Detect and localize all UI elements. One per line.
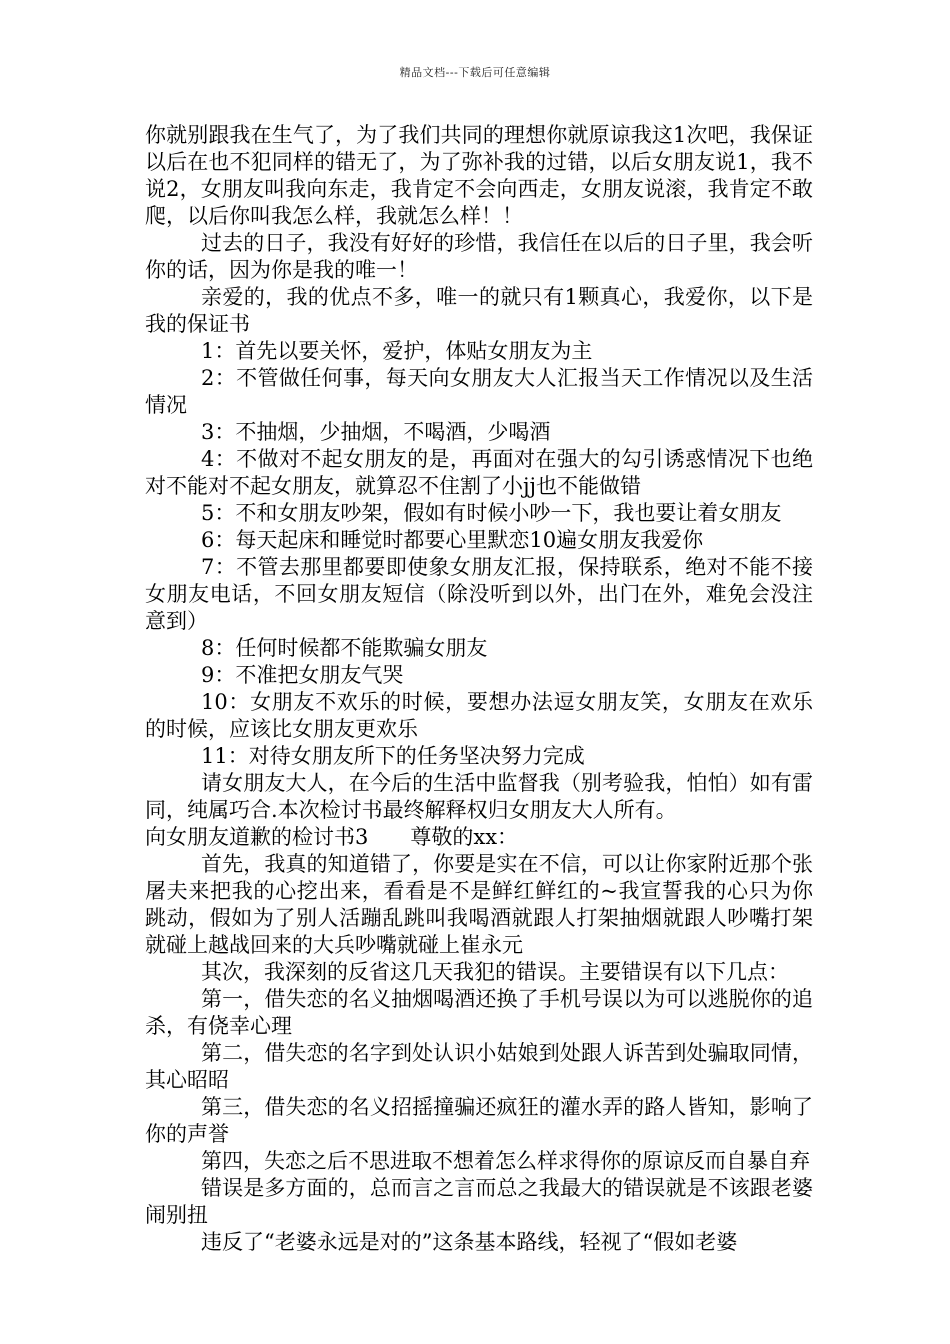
paragraph: 3：不抽烟，少抽烟，不喝酒，少喝酒 [201, 420, 551, 444]
paragraph: 第三，借失恋的名义招摇撞骗还疯狂的灌水弄的路人皆知，影响了你的声誉 [145, 1095, 813, 1146]
paragraph: 8：任何时候都不能欺骗女朋友 [201, 636, 488, 660]
paragraph: 向女朋友道歉的检讨书3 尊敬的xx： [145, 825, 519, 849]
paragraph: 请女朋友大人，在今后的生活中监督我（别考验我，怕怕）如有雷同，纯属巧合.本次检讨书最终解释权归女朋友大人所有。 [145, 771, 813, 822]
paragraph: 1：首先以要关怀，爱护，体贴女朋友为主 [201, 339, 593, 363]
paragraph: 亲爱的，我的优点不多，唯一的就只有1颗真心，我爱你，以下是我的保证书 [145, 285, 813, 336]
page-header: 精品文档---下载后可任意编辑 [399, 66, 551, 79]
paragraph: 2：不管做任何事，每天向女朋友大人汇报当天工作情况以及生活情况 [145, 366, 813, 417]
paragraph: 错误是多方面的，总而言之言而总之我最大的错误就是不该跟老婆闹别扭 [145, 1176, 813, 1227]
paragraph: 你就别跟我在生气了，为了我们共同的理想你就原谅我这1次吧，我保证以后在也不犯同样的错无了，为了弥补我的过错，以后女朋友说1，我不说2，女朋友叫我向东走，我肯定不会向西走，女朋友说滚，我肯定不敢爬，以后你叫我怎么样，我就怎么样！！ [145, 123, 813, 228]
paragraph: 11：对待女朋友所下的任务坚决努力完成 [201, 744, 585, 768]
paragraph: 10：女朋友不欢乐的时候，要想办法逗女朋友笑，女朋友在欢乐的时候，应该比女朋友更欢乐 [145, 690, 813, 741]
paragraph: 第一，借失恋的名义抽烟喝酒还换了手机号误以为可以逃脱你的追杀，有侥幸心理 [145, 987, 813, 1038]
paragraph: 第二，借失恋的名字到处认识小姑娘到处跟人诉苦到处骗取同情，其心昭昭 [145, 1041, 813, 1092]
paragraph: 7：不管去那里都要即使象女朋友汇报，保持联系，绝对不能不接女朋友电话，不回女朋友短信（除没听到以外，出门在外，难免会没注意到） [145, 555, 813, 633]
paragraph: 5：不和女朋友吵架，假如有时候小吵一下，我也要让着女朋友 [201, 501, 782, 525]
document-body [145, 122, 813, 1256]
paragraph: 9：不准把女朋友气哭 [201, 663, 404, 687]
paragraph: 6：每天起床和睡觉时都要心里默恋10遍女朋友我爱你 [201, 528, 704, 552]
paragraph: 第四，失恋之后不思进取不想着怎么样求得你的原谅反而自暴自弃 [201, 1149, 810, 1173]
paragraph: 过去的日子，我没有好好的珍惜，我信任在以后的日子里，我会听你的话，因为你是我的唯一！ [145, 231, 813, 282]
paragraph: 首先，我真的知道错了，你要是实在不信，可以让你家附近那个张屠夫来把我的心挖出来，看看是不是鲜红鲜红的~我宣誓我的心只为你跳动，假如为了别人活蹦乱跳叫我喝酒就跟人打架抽烟就跟人吵嘴打架就碰上越战回来的大兵吵嘴就碰上崔永元 [145, 852, 813, 957]
paragraph: 违反了“老婆永远是对的”这条基本路线，轻视了“假如老婆 [201, 1230, 738, 1254]
paragraph: 其次，我深刻的反省这几天我犯的错误。主要错误有以下几点： [201, 960, 789, 984]
paragraph: 4：不做对不起女朋友的是，再面对在强大的勾引诱惑情况下也绝对不能对不起女朋友，就算忍不住割了小jj也不能做错 [145, 447, 813, 498]
